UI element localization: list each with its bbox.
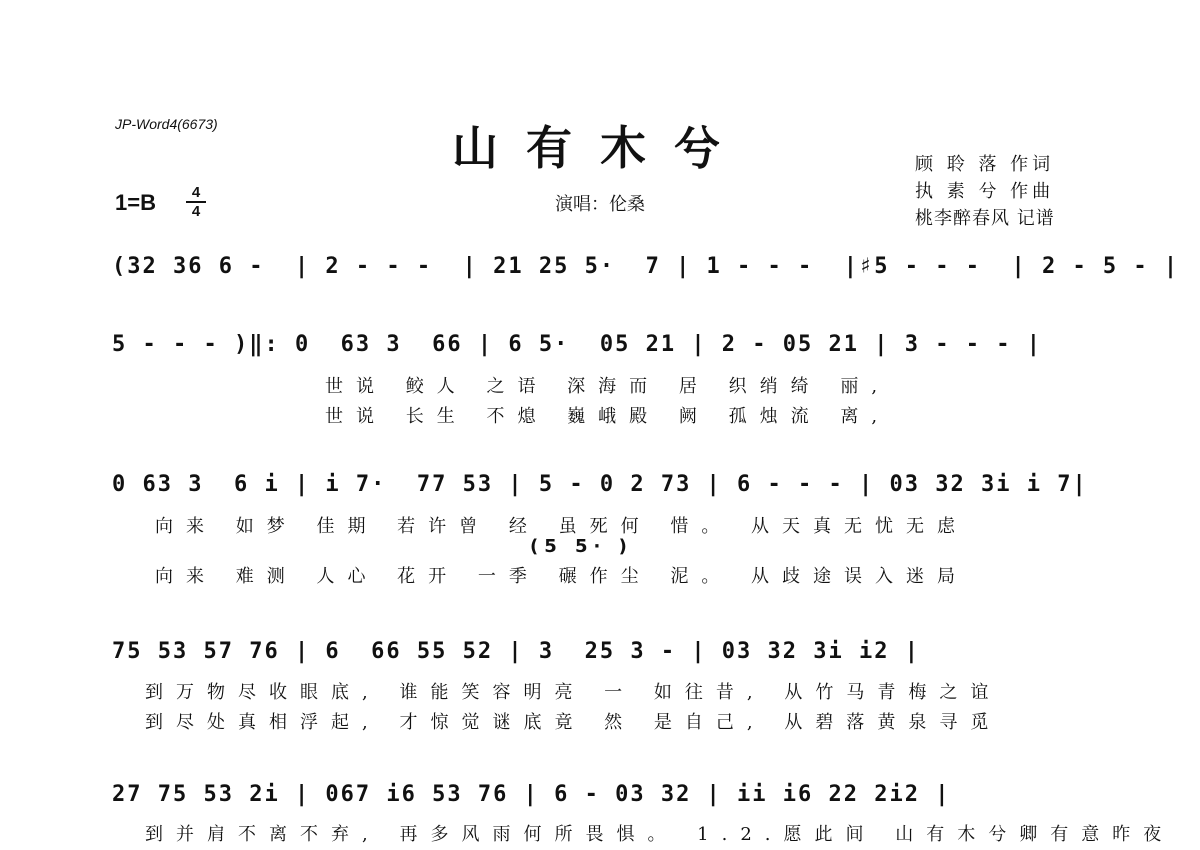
meter-numerator: 4 <box>191 184 201 201</box>
notation-line: 0 63 3 6 i | i 7· 77 53 | 5 - 0 2 73 | 6 - - - | 03 32 3i i 7| <box>112 472 1088 497</box>
meter-denominator: 4 <box>186 201 206 220</box>
notation-line: 27 75 53 2i | 067 i6 53 76 | 6 - 03 32 | ii i6 22 2i2 | <box>112 782 951 807</box>
lyrics-verse-1: 向来 如梦 佳期 若许曾 经 虽死何 惜。 从天真无忧无虑 <box>155 516 969 537</box>
notation-line: 5 - - - )‖: 0 63 3 66 | 6 5· 05 21 | 2 - 05 21 | 3 - - - | <box>112 332 1042 357</box>
lyrics-verse-2: 向来 难测 人心 花开 一季 碾作尘 泥。 从歧途误入迷局 <box>155 566 969 587</box>
lyricist-credit: 顾 聆 落 作词 <box>915 154 1055 175</box>
lyrics-verse-2: 到尽处真相浮起, 才惊觉谜底竟 然 是自己, 从碧落黄泉寻觅 <box>145 712 1002 733</box>
transcriber-credit: 桃李醉春风 记谱 <box>915 208 1055 229</box>
song-title: 山有木兮 <box>452 121 748 175</box>
key-signature: 1=B <box>115 190 156 215</box>
score-row-4 <box>112 633 1088 673</box>
score-row-2 <box>112 326 1088 366</box>
software-watermark: JP-Word4(6673) <box>115 116 218 132</box>
lyrics-verse-1: 到万物尽收眼底, 谁能笑容明亮 一 如往昔, 从竹马青梅之谊 <box>145 682 1002 703</box>
score-row-5 <box>112 776 1088 816</box>
composer-credit: 执 素 兮 作曲 <box>915 181 1055 202</box>
notation-line: (32 36 6 - | 2 - - - | 21 25 5· 7 | 1 - - - |♯5 - - - | 2 - 5 - | <box>112 254 1180 279</box>
notation-line: 75 53 57 76 | 6 66 55 52 | 3 25 3 - | 03 32 3i i2 | <box>112 639 920 664</box>
lyrics-verse-1: 到并肩不离不弃, 再多风雨何所畏惧。 1.2.愿此间 山有木兮卿有意昨夜 <box>145 824 1175 845</box>
lyrics-verse-1: 世说 鲛人 之语 深海而 居 织绡绮 丽, <box>325 376 891 397</box>
singer-credit: 演唱：伦桑 <box>555 194 645 215</box>
lyrics-verse-2: 世说 长生 不熄 巍峨殿 阙 孤烛流 离, <box>325 406 891 427</box>
score-row-3 <box>112 466 1088 506</box>
score-row-1 <box>112 248 1180 288</box>
alternate-notes: (5 5· ) <box>530 536 633 557</box>
